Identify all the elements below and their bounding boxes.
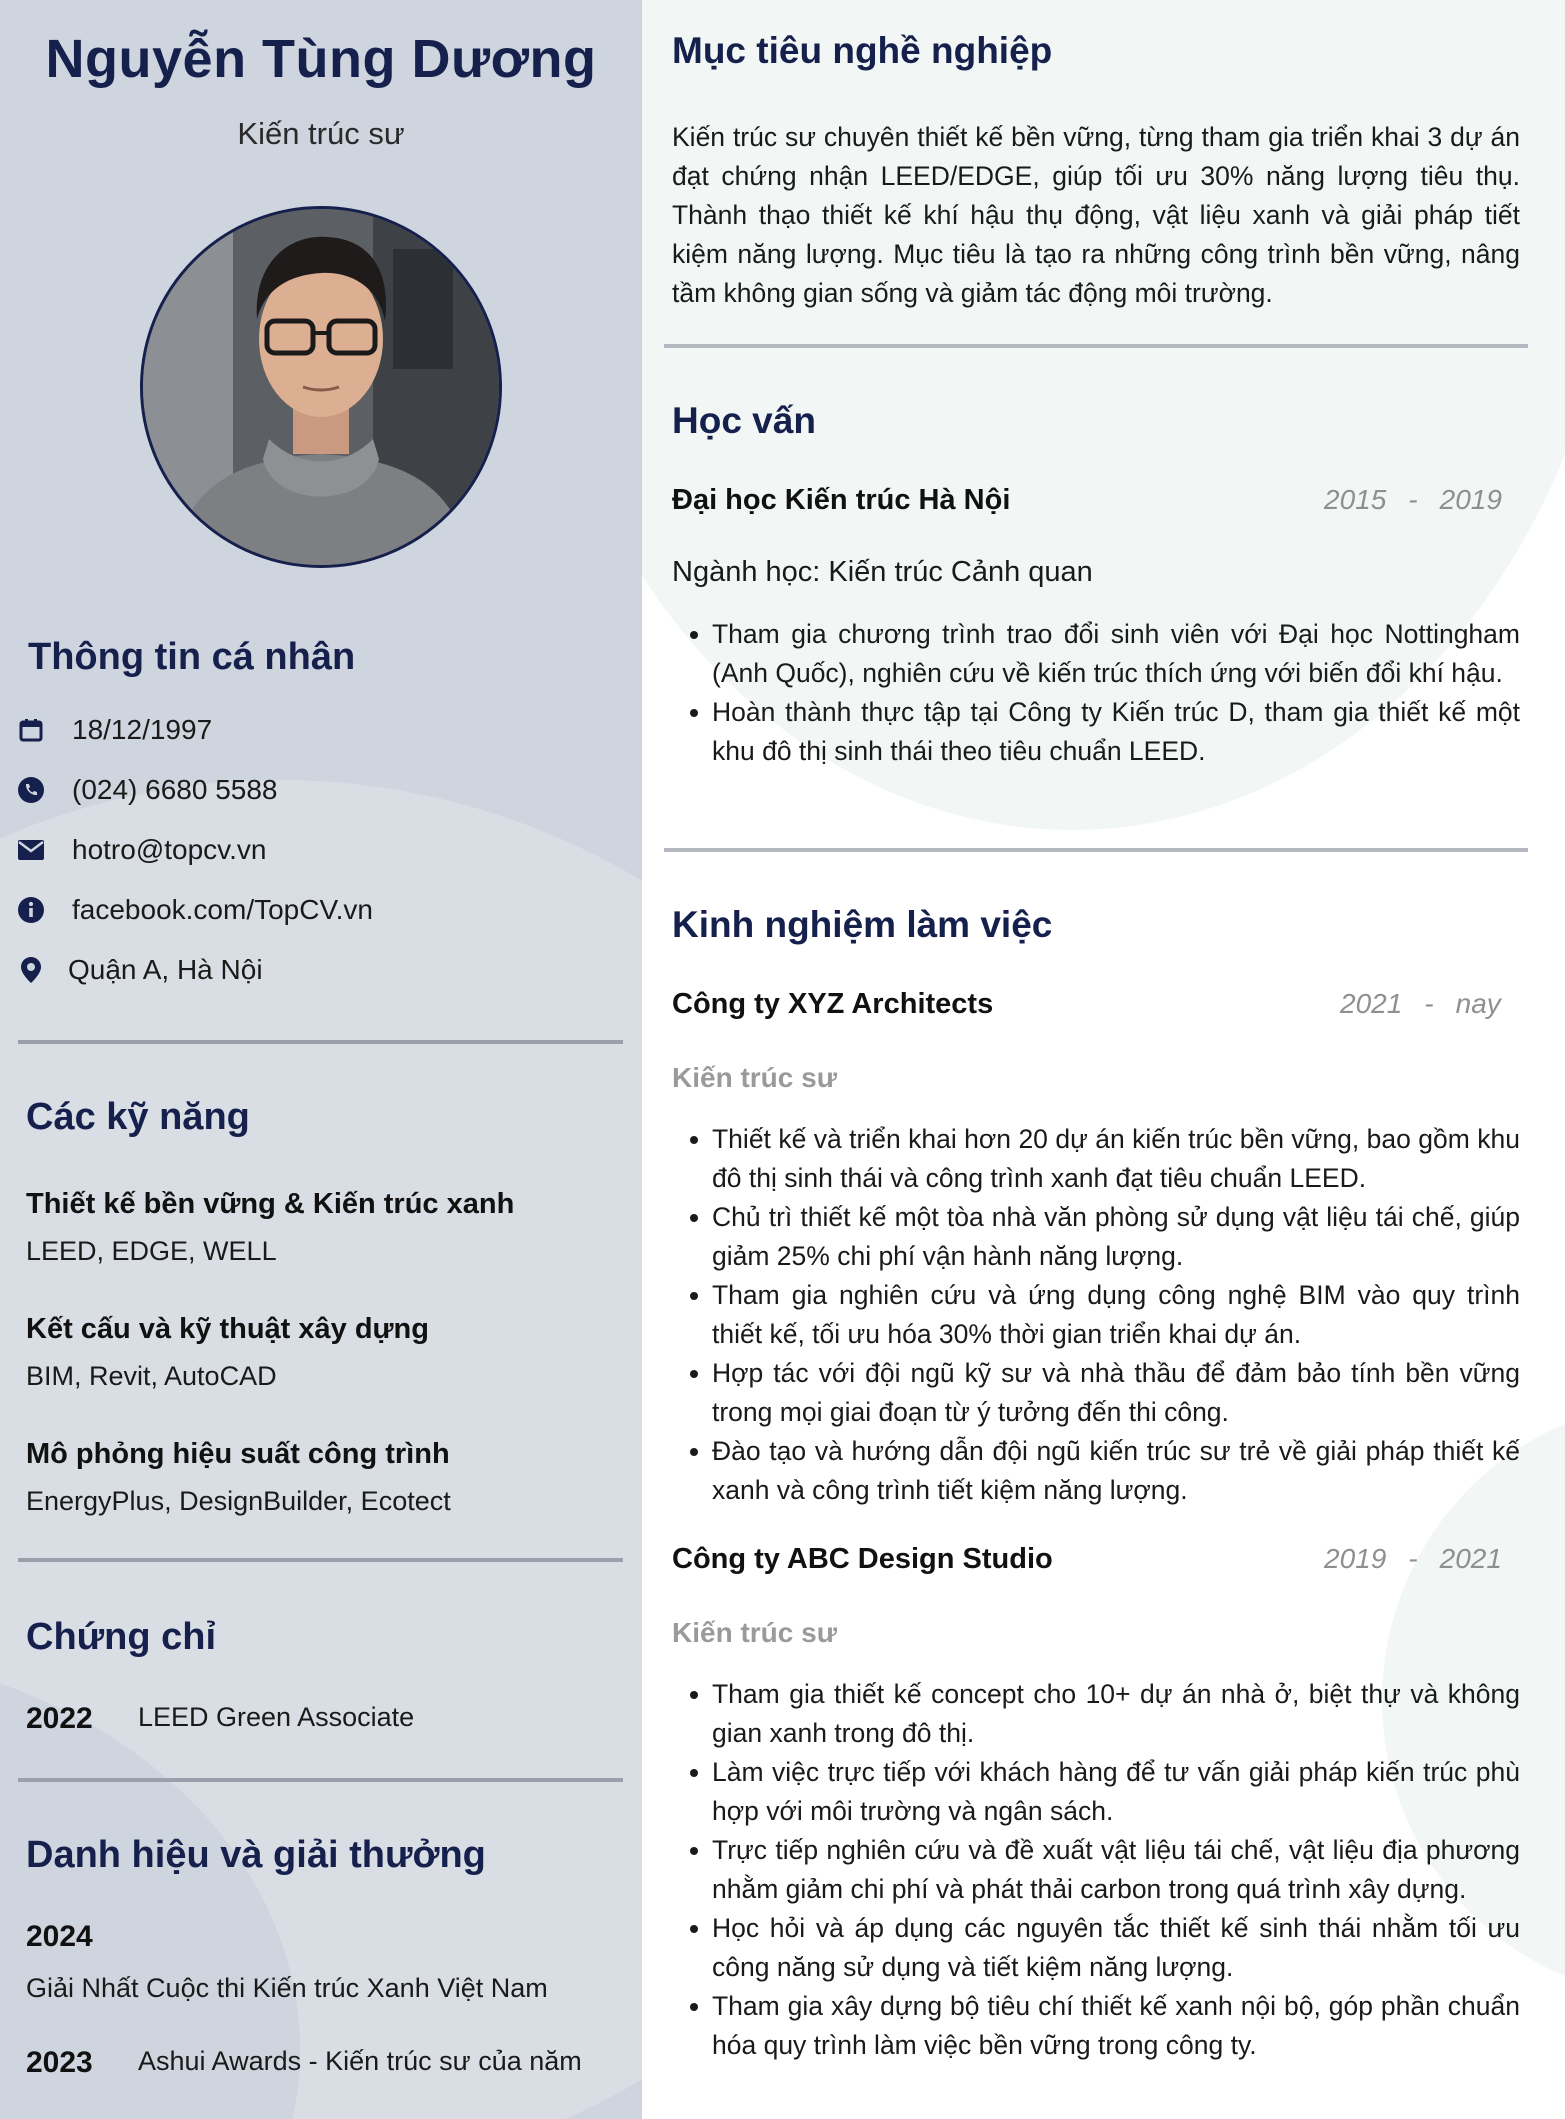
address-text: Quận A, Hà Nội — [68, 954, 263, 985]
list-item: Chủ trì thiết kế một tòa nhà văn phòng sử dụng vật liệu tái chế, giúp giảm 25% chi phí vận hành năng lượng. — [672, 1198, 1520, 1276]
job-dates — [1324, 1543, 1502, 1575]
section-divider — [664, 344, 1528, 348]
date-separator: - — [1424, 988, 1434, 1019]
skill-detail: LEED, EDGE, WELL — [26, 1236, 277, 1266]
date-start: 2021 — [1340, 988, 1403, 1019]
school-name: Đại học Kiến trúc Hà Nội — [672, 484, 1011, 516]
award-name: Giải Nhất Cuộc thi Kiến trúc Xanh Việt Nam — [26, 1973, 548, 2003]
skills-heading: Các kỹ năng — [26, 1096, 250, 1138]
date-end: nay — [1455, 988, 1501, 1019]
education-heading: Học vấn — [672, 400, 816, 441]
job-role: Kiến trúc sư — [672, 1617, 837, 1648]
phone-text[interactable]: (024) 6680 5588 — [72, 774, 278, 805]
list-item: Học hỏi và áp dụng các nguyên tắc thiết kế sinh thái nhằm tối ưu công năng sử dụng và tiết kiệm năng lượng. — [672, 1909, 1520, 1987]
list-item: Hợp tác với đội ngũ kỹ sư và nhà thầu để đảm bảo tính bền vững trong mọi giai đoạn từ ý tưởng đến thi công. — [672, 1354, 1520, 1432]
phone-row — [18, 770, 278, 810]
education-major: Ngành học: Kiến trúc Cảnh quan — [672, 556, 1093, 588]
awards-heading: Danh hiệu và giải thưởng — [26, 1834, 486, 1876]
phone-icon — [18, 777, 44, 803]
skill-name: Mô phỏng hiệu suất công trình — [26, 1438, 450, 1470]
education-bullets — [672, 615, 1520, 771]
personal-info-heading: Thông tin cá nhân — [28, 636, 356, 678]
facebook-row — [18, 890, 373, 930]
date-start: 2015 — [1324, 484, 1387, 515]
certificate-year: 2022 — [26, 1702, 93, 1735]
skill-detail: EnergyPlus, DesignBuilder, Ecotect — [26, 1486, 451, 1516]
dob-text: 18/12/1997 — [72, 714, 213, 745]
info-icon — [18, 897, 44, 923]
objective-text: Kiến trúc sư chuyên thiết kế bền vững, từng tham gia triển khai 3 dự án đạt chứng nhận LEED/EDGE, giúp tối ưu 30% năng lượng tiêu thụ. Thành thạo thiết kế khí hậu thụ động, vật liệu xanh và giải pháp tiết kiệm năng lượng. Mục tiêu là tạo ra những công trình bền vững, nâng tầm không gian sống và giảm tác động môi trường. — [672, 122, 1520, 308]
avatar — [140, 206, 502, 568]
list-item: Tham gia chương trình trao đổi sinh viên với Đại học Nottingham (Anh Quốc), nghiên cứu về kiến trúc thích ứng với biến đổi khí hậu. — [672, 615, 1520, 693]
section-divider — [664, 848, 1528, 852]
award-name: Ashui Awards - Kiến trúc sư của năm — [138, 2046, 582, 2076]
candidate-name: Nguyễn Tùng Dương — [45, 29, 597, 89]
award-year: 2023 — [26, 2046, 93, 2079]
list-item: Tham gia xây dựng bộ tiêu chí thiết kế xanh nội bộ, góp phần chuẩn hóa quy trình làm việc bền vững trong công ty. — [672, 1987, 1520, 2065]
job-dates — [1340, 988, 1501, 1020]
certificate-name: LEED Green Associate — [138, 1702, 415, 1732]
facebook-text[interactable]: facebook.com/TopCV.vn — [72, 894, 373, 925]
sidebar — [0, 0, 642, 2119]
candidate-role: Kiến trúc sư — [237, 116, 405, 151]
email-text[interactable]: hotro@topcv.vn — [72, 834, 267, 865]
job-bullets — [672, 1675, 1520, 2065]
envelope-icon — [18, 837, 44, 863]
list-item: Thiết kế và triển khai hơn 20 dự án kiến trúc bền vững, bao gồm khu đô thị sinh thái và công trình xanh đạt tiêu chuẩn LEED. — [672, 1120, 1520, 1198]
skill-name: Thiết kế bền vững & Kiến trúc xanh — [26, 1188, 515, 1220]
job-bullets — [672, 1120, 1520, 1510]
date-start: 2019 — [1324, 1543, 1387, 1574]
sidebar-divider — [18, 1040, 623, 1044]
date-end: 2021 — [1439, 1543, 1502, 1574]
address-row — [18, 950, 263, 990]
education-dates — [1324, 484, 1502, 516]
date-end: 2019 — [1439, 484, 1502, 515]
email-row — [18, 830, 266, 870]
list-item: Hoàn thành thực tập tại Công ty Kiến trúc D, tham gia thiết kế một khu đô thị sinh thái theo tiêu chuẩn LEED. — [672, 693, 1520, 771]
skill-detail: BIM, Revit, AutoCAD — [26, 1361, 277, 1391]
list-item: Đào tạo và hướng dẫn đội ngũ kiến trúc sư trẻ về giải pháp thiết kế xanh và công trình tiết kiệm năng lượng. — [672, 1432, 1520, 1510]
list-item: Tham gia nghiên cứu và ứng dụng công nghệ BIM vào quy trình thiết kế, tối ưu hóa 30% thời gian triển khai dự án. — [672, 1276, 1520, 1354]
date-separator: - — [1408, 1543, 1418, 1574]
company-name: Công ty ABC Design Studio — [672, 1543, 1053, 1575]
sidebar-divider — [18, 1558, 623, 1562]
dob-row — [18, 710, 212, 750]
job-role: Kiến trúc sư — [672, 1062, 837, 1093]
list-item: Trực tiếp nghiên cứu và đề xuất vật liệu tái chế, vật liệu địa phương nhằm giảm chi phí và phát thải carbon trong quá trình xây dựng. — [672, 1831, 1520, 1909]
calendar-icon — [18, 717, 44, 743]
certificates-heading: Chứng chỉ — [26, 1616, 217, 1658]
list-item: Làm việc trực tiếp với khách hàng để tư vấn giải pháp kiến trúc phù hợp với môi trường và ngân sách. — [672, 1753, 1520, 1831]
sidebar-divider — [18, 1778, 623, 1782]
location-pin-icon — [18, 957, 44, 983]
main-content — [642, 0, 1565, 2119]
avatar-portrait — [143, 209, 499, 565]
award-year: 2024 — [26, 1920, 93, 1953]
objective-heading: Mục tiêu nghề nghiệp — [672, 30, 1053, 71]
experience-heading: Kinh nghiệm làm việc — [672, 904, 1053, 945]
company-name: Công ty XYZ Architects — [672, 988, 994, 1020]
date-separator: - — [1408, 484, 1418, 515]
skill-name: Kết cấu và kỹ thuật xây dựng — [26, 1313, 429, 1345]
list-item: Tham gia thiết kế concept cho 10+ dự án nhà ở, biệt thự và không gian xanh trong đô thị. — [672, 1675, 1520, 1753]
